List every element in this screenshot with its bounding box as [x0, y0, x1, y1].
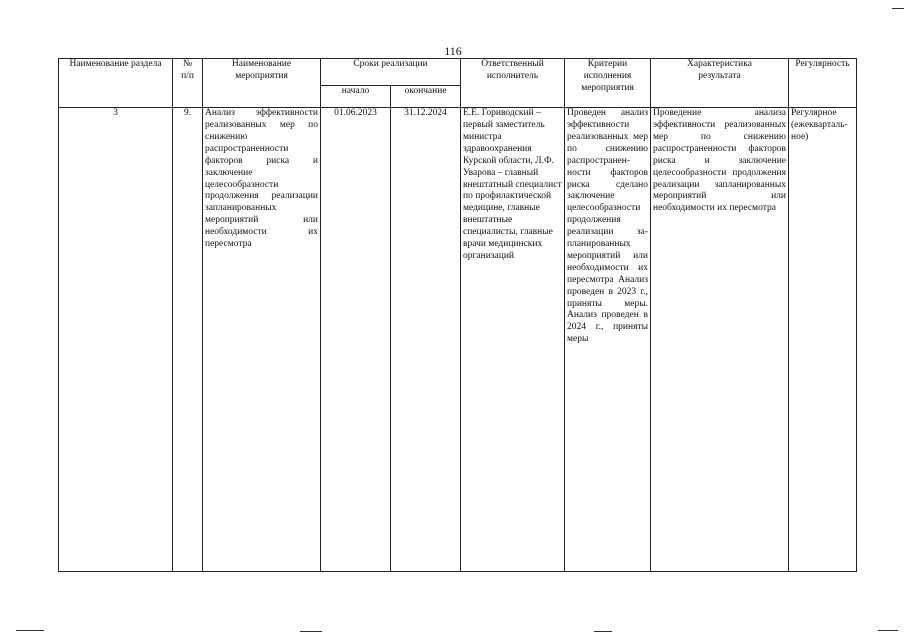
events-plan-table	[58, 58, 857, 572]
cell-result: Проведение анализа эффективности реализованных мер по снижению распространенности факторов риска и заключение целесообразности продолжения реализации запланированных мероприятий или необходимости их пересмотра	[651, 108, 789, 572]
cell-start-date: 01.06.2023	[321, 108, 391, 572]
cell-number: 9.	[173, 108, 203, 572]
cell-criteria: Проведен анализ эффективности реализованных мер по снижению распространенности факторов риска сделано заключение целесообразности продолжения реализации запланированных мероприятий или необходимости их пересмотра Анализ проведен в 2023 г., приняты меры. Анализ проведен в 2024 г., приняты меры	[565, 108, 651, 572]
cell-end-date: 31.12.2024	[391, 108, 461, 572]
header-responsible: Ответственный исполнитель	[461, 59, 565, 108]
header-section-name: Наименование раздела	[59, 59, 173, 108]
bottom-edge-mark	[300, 631, 322, 632]
bottom-edge-mark	[878, 630, 898, 631]
header-event-name: Наименование мероприятия	[203, 59, 321, 108]
bottom-edge-mark	[594, 631, 612, 632]
bottom-edge-mark	[16, 630, 44, 631]
header-deadline-end: окончание	[391, 86, 461, 108]
header-criteria: Критерии исполнения мероприятия	[565, 59, 651, 108]
header-result: Характеристика результата	[651, 59, 789, 108]
header-deadlines: Сроки реализации	[321, 59, 461, 86]
table-header-row	[59, 59, 857, 86]
cell-regularity: Регулярное (ежеквартальное)	[789, 108, 857, 572]
header-regularity: Регулярность	[789, 59, 857, 108]
header-deadline-start: начало	[321, 86, 391, 108]
cell-event: Анализ эффективности реализованных мер по снижению распространенности факторов риска и заключение целесообразности продолжения реализации запланированных мероприятий или необходимости их пересмотра	[203, 108, 321, 572]
header-item-number: № п/п	[173, 59, 203, 108]
table-row	[59, 108, 857, 572]
top-edge-mark	[892, 8, 904, 9]
cell-section: 3	[59, 108, 173, 572]
page-number: 116	[444, 44, 462, 58]
cell-responsible: Е.Е. Гориводский – первый заместитель министра здравоохранения Курской области, Л.Ф. Уварова – главный внештатный специалист по профилактической медицине, главные внештатные специалисты, главные врачи медицинских организаций	[461, 108, 565, 572]
